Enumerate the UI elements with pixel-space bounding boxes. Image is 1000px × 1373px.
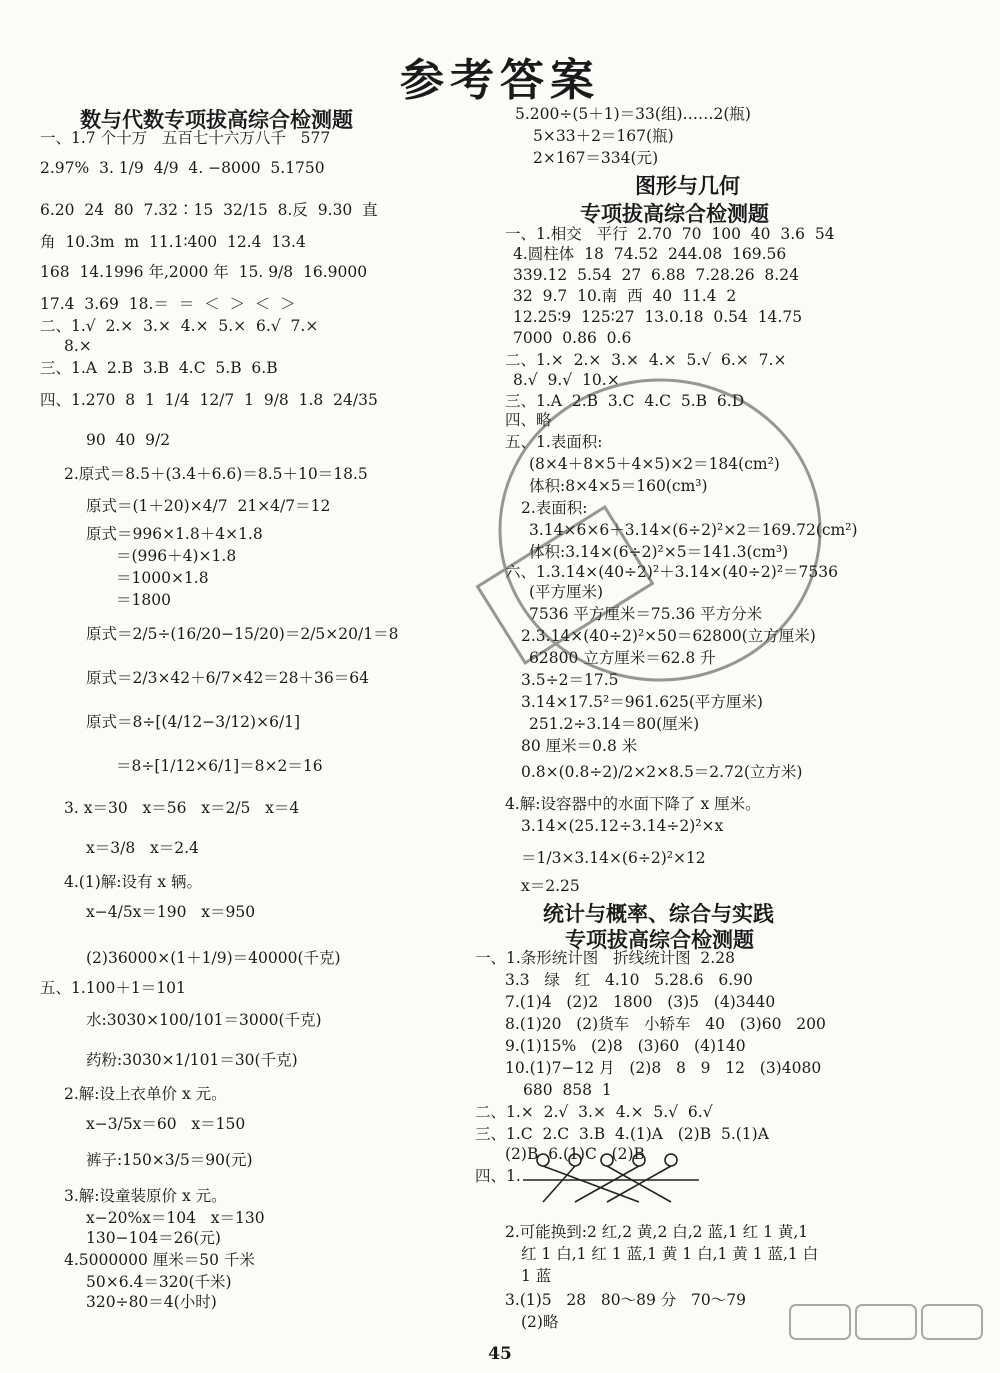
section-title-statistics: 统计与概率、综合与实践 [543, 902, 774, 926]
section-title-number-algebra: 数与代数专项拔高综合检测题 [80, 108, 353, 132]
left-line: ＝8÷[1/12×6/1]＝8×2＝16 [116, 757, 323, 775]
left-line: 原式＝2/3×42＋6/7×42＝28＋36＝64 [86, 669, 369, 687]
left-line: 2.97% 3. 1/9 4/9 4. −8000 5.1750 [40, 159, 325, 177]
right-line: 2×167＝334(元) [533, 149, 659, 167]
match-circle [633, 1154, 645, 1166]
left-line: 8.× [64, 337, 92, 355]
right-line: 2.3.14×(40÷2)²×50＝62800(立方厘米) [521, 627, 816, 645]
left-line: 五、1.100＋1＝101 [40, 979, 186, 997]
right-line: 3.5÷2＝17.5 [521, 671, 619, 689]
left-line: 角 10.3m m 11.1∶400 12.4 13.4 [40, 233, 306, 251]
left-line: ＝1800 [116, 591, 171, 609]
right-line: 六、1.3.14×(40÷2)²＋3.14×(40÷2)²＝7536 [505, 563, 838, 581]
right-line: 一、1.条形统计图 折线统计图 2.28 [475, 949, 735, 967]
right-line: 5.200÷(5＋1)＝33(组)……2(瓶) [515, 105, 751, 123]
left-line: 50×6.4＝320(千米) [86, 1273, 232, 1291]
left-line: 二、1.√ 2.× 3.× 4.× 5.× 6.√ 7.× [40, 317, 319, 335]
left-line: x−3/5x＝60 x＝150 [86, 1115, 246, 1133]
left-line: (2)36000×(1＋1/9)＝40000(千克) [86, 949, 341, 967]
left-line: 3.解:设童装原价 x 元。 [64, 1187, 227, 1205]
right-line: (8×4＋8×5＋4×5)×2＝184(cm²) [529, 455, 780, 473]
left-line: 原式＝996×1.8＋4×1.8 [86, 525, 263, 543]
right-line: 3.14×17.5²＝961.625(平方厘米) [521, 693, 763, 711]
left-line: 2.原式＝8.5＋(3.4＋6.6)＝8.5＋10＝18.5 [64, 465, 368, 483]
right-line: 3.(1)5 28 80～89 分 70～79 [505, 1291, 746, 1309]
right-line: 10.(1)7−12 月 (2)8 8 9 12 (3)4080 [505, 1059, 822, 1077]
right-line: 251.2÷3.14＝80(厘米) [529, 715, 700, 733]
right-line: 5×33＋2＝167(瓶) [533, 127, 674, 145]
right-line: ＝1/3×3.14×(6÷2)²×12 [521, 849, 706, 867]
left-line: ＝(996＋4)×1.8 [116, 547, 237, 565]
left-line: x−4/5x＝190 x＝950 [86, 903, 256, 921]
right-line: (平方厘米) [529, 583, 604, 601]
left-line: x＝3/8 x＝2.4 [86, 839, 199, 857]
right-line: x＝2.25 [521, 877, 580, 895]
matching-lines-diagram [523, 1150, 723, 1212]
match-circle [537, 1154, 549, 1166]
right-line: 3.14×6×6＋3.14×(6÷2)²×2＝169.72(cm²) [529, 521, 858, 539]
left-line: 3. x＝30 x＝56 x＝2/5 x＝4 [64, 799, 300, 817]
right-line: 三、1.A 2.B 3.C 4.C 5.B 6.D [505, 392, 745, 410]
left-line: 原式＝(1＋20)×4/7 21×4/7＝12 [86, 497, 331, 515]
right-line: 7.(1)4 (2)2 1800 (3)5 (4)3440 [505, 993, 776, 1011]
left-line: 90 40 9/2 [86, 431, 171, 449]
right-line: 2.表面积: [521, 499, 588, 517]
left-line: 2.解:设上衣单价 x 元。 [64, 1085, 227, 1103]
right-line: 一、1.相交 平行 2.70 70 100 40 3.6 54 [505, 225, 835, 243]
right-line: 80 厘米＝0.8 米 [521, 737, 638, 755]
page-title: 参考答案 [400, 55, 600, 106]
right-line: 体积:3.14×(6÷2)²×5＝141.3(cm³) [529, 543, 789, 561]
right-line: 12.25∶9 125∶27 13.0.18 0.54 14.75 [513, 308, 803, 326]
left-line: 4.(1)解:设有 x 辆。 [64, 873, 203, 891]
left-line: 17.4 3.69 18.＝ ＝ ＜ ＞ ＜ ＞ [40, 295, 296, 313]
left-line: x−20%x＝104 x＝130 [86, 1209, 265, 1227]
right-line: 9.(1)15% (2)8 (3)60 (4)140 [505, 1037, 746, 1055]
match-circle [569, 1154, 581, 1166]
left-line: 一、1.7 个十万 五百七十六万八千 577 [40, 129, 331, 147]
right-line: (2)略 [521, 1313, 559, 1331]
right-line: 7000 0.86 0.6 [513, 329, 632, 347]
right-line: 四、1. [475, 1167, 521, 1185]
left-line: 药粉:3030×1/101＝30(千克) [86, 1051, 298, 1069]
right-line: 8.√ 9.√ 10.× [513, 371, 620, 389]
right-line: 红 1 白,1 红 1 蓝,1 黄 1 白,1 黄 1 蓝,1 白 [521, 1245, 819, 1263]
right-line: (2)B 6.(1)C (2)B [505, 1145, 645, 1163]
right-line: 体积:8×4×5＝160(cm³) [529, 477, 708, 495]
page-number: 45 [488, 1344, 512, 1364]
right-line: 三、1.C 2.C 3.B 4.(1)A (2)B 5.(1)A [475, 1125, 769, 1143]
left-line: 裤子:150×3/5＝90(元) [86, 1151, 253, 1169]
section-title-statistics-sub: 专项拔高综合检测题 [565, 928, 754, 952]
section-title-geometry-sub: 专项拔高综合检测题 [580, 202, 769, 226]
left-line: ＝1000×1.8 [116, 569, 209, 587]
right-line: 3.3 绿 红 4.10 5.28.6 6.90 [505, 971, 753, 989]
right-line: 2.可能换到:2 红,2 黄,2 白,2 蓝,1 红 1 黄,1 [505, 1223, 809, 1241]
right-line: 四、略 [505, 411, 552, 429]
match-circle [665, 1154, 677, 1166]
left-line: 320÷80＝4(小时) [86, 1293, 217, 1311]
right-line: 680 858 1 [523, 1081, 612, 1099]
left-line: 6.20 24 80 7.32∶15 32/15 8.反 9.30 直 [40, 201, 378, 219]
match-circle [601, 1154, 613, 1166]
left-line: 原式＝8÷[(4/12−3/12)×6/1] [86, 713, 301, 731]
right-line: 二、1.× 2.√ 3.× 4.× 5.√ 6.√ [475, 1103, 713, 1121]
right-line: 339.12 5.54 27 6.88 7.28.26 8.24 [513, 266, 799, 284]
left-line: 四、1.270 8 1 1/4 12/7 1 9/8 1.8 24/35 [40, 391, 378, 409]
left-line: 原式＝2/5÷(16/20−15/20)＝2/5×20/1＝8 [86, 625, 399, 643]
section-title-geometry: 图形与几何 [635, 174, 740, 198]
right-line: 7536 平方厘米＝75.36 平方分米 [529, 605, 763, 623]
right-line: 二、1.× 2.× 3.× 4.× 5.√ 6.× 7.× [505, 351, 787, 369]
left-line: 168 14.1996 年,2000 年 15. 9/8 16.9000 [40, 263, 368, 281]
right-line: 4.圆柱体 18 74.52 244.08 169.56 [513, 245, 787, 263]
left-line: 4.5000000 厘米＝50 千米 [64, 1251, 255, 1269]
right-line: 3.14×(25.12÷3.14÷2)²×x [521, 817, 724, 835]
left-line: 水:3030×100/101＝3000(千克) [86, 1011, 322, 1029]
right-line: 62800 立方厘米＝62.8 升 [529, 649, 716, 667]
right-line: 32 9.7 10.南 西 40 11.4 2 [513, 287, 737, 305]
right-line: 五、1.表面积: [505, 433, 603, 451]
right-line: 4.解:设容器中的水面下降了 x 厘米。 [505, 795, 761, 813]
left-line: 三、1.A 2.B 3.B 4.C 5.B 6.B [40, 359, 278, 377]
left-line: 130−104＝26(元) [86, 1229, 221, 1247]
right-line: 8.(1)20 (2)货车 小轿车 40 (3)60 200 [505, 1015, 826, 1033]
right-line: 1 蓝 [521, 1267, 552, 1285]
right-line: 0.8×(0.8÷2)/2×2×8.5＝2.72(立方米) [521, 763, 803, 781]
